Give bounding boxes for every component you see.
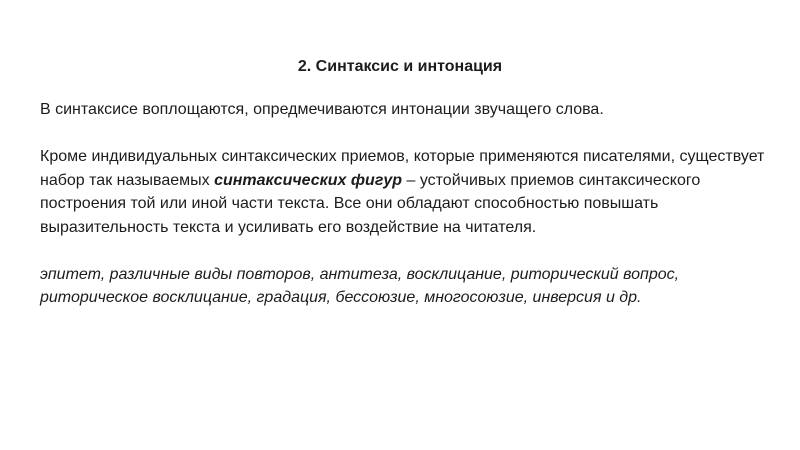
slide-body <box>40 98 770 333</box>
slide-title: 2. Синтаксис и интонация <box>297 58 503 75</box>
paragraph-syntactic-figures-start: Кроме индивидуальных синтаксических приемов, которые применяются писателями, существует набор так называемых <box>40 148 765 189</box>
paragraph-syntactic-figures-end: – устойчивых приемов синтаксического построения той или иной части текста. Все они обладают способностью повышать выразительность текста и усиливать его воздействие на читателя. <box>40 171 701 236</box>
figures-list: эпитет, различные виды повторов, антитеза, восклицание, риторический вопрос, риторическое восклицание, градация, бессоюзие, многосоюзие, инверсия и др. <box>40 265 680 306</box>
paragraph-syntactic-figures <box>40 145 770 239</box>
paragraph-intonation: В синтаксисе воплощаются, опредмечиваются интонации звучащего слова. <box>40 101 604 118</box>
syntactic-figures-term: синтаксических фигур <box>214 171 403 189</box>
